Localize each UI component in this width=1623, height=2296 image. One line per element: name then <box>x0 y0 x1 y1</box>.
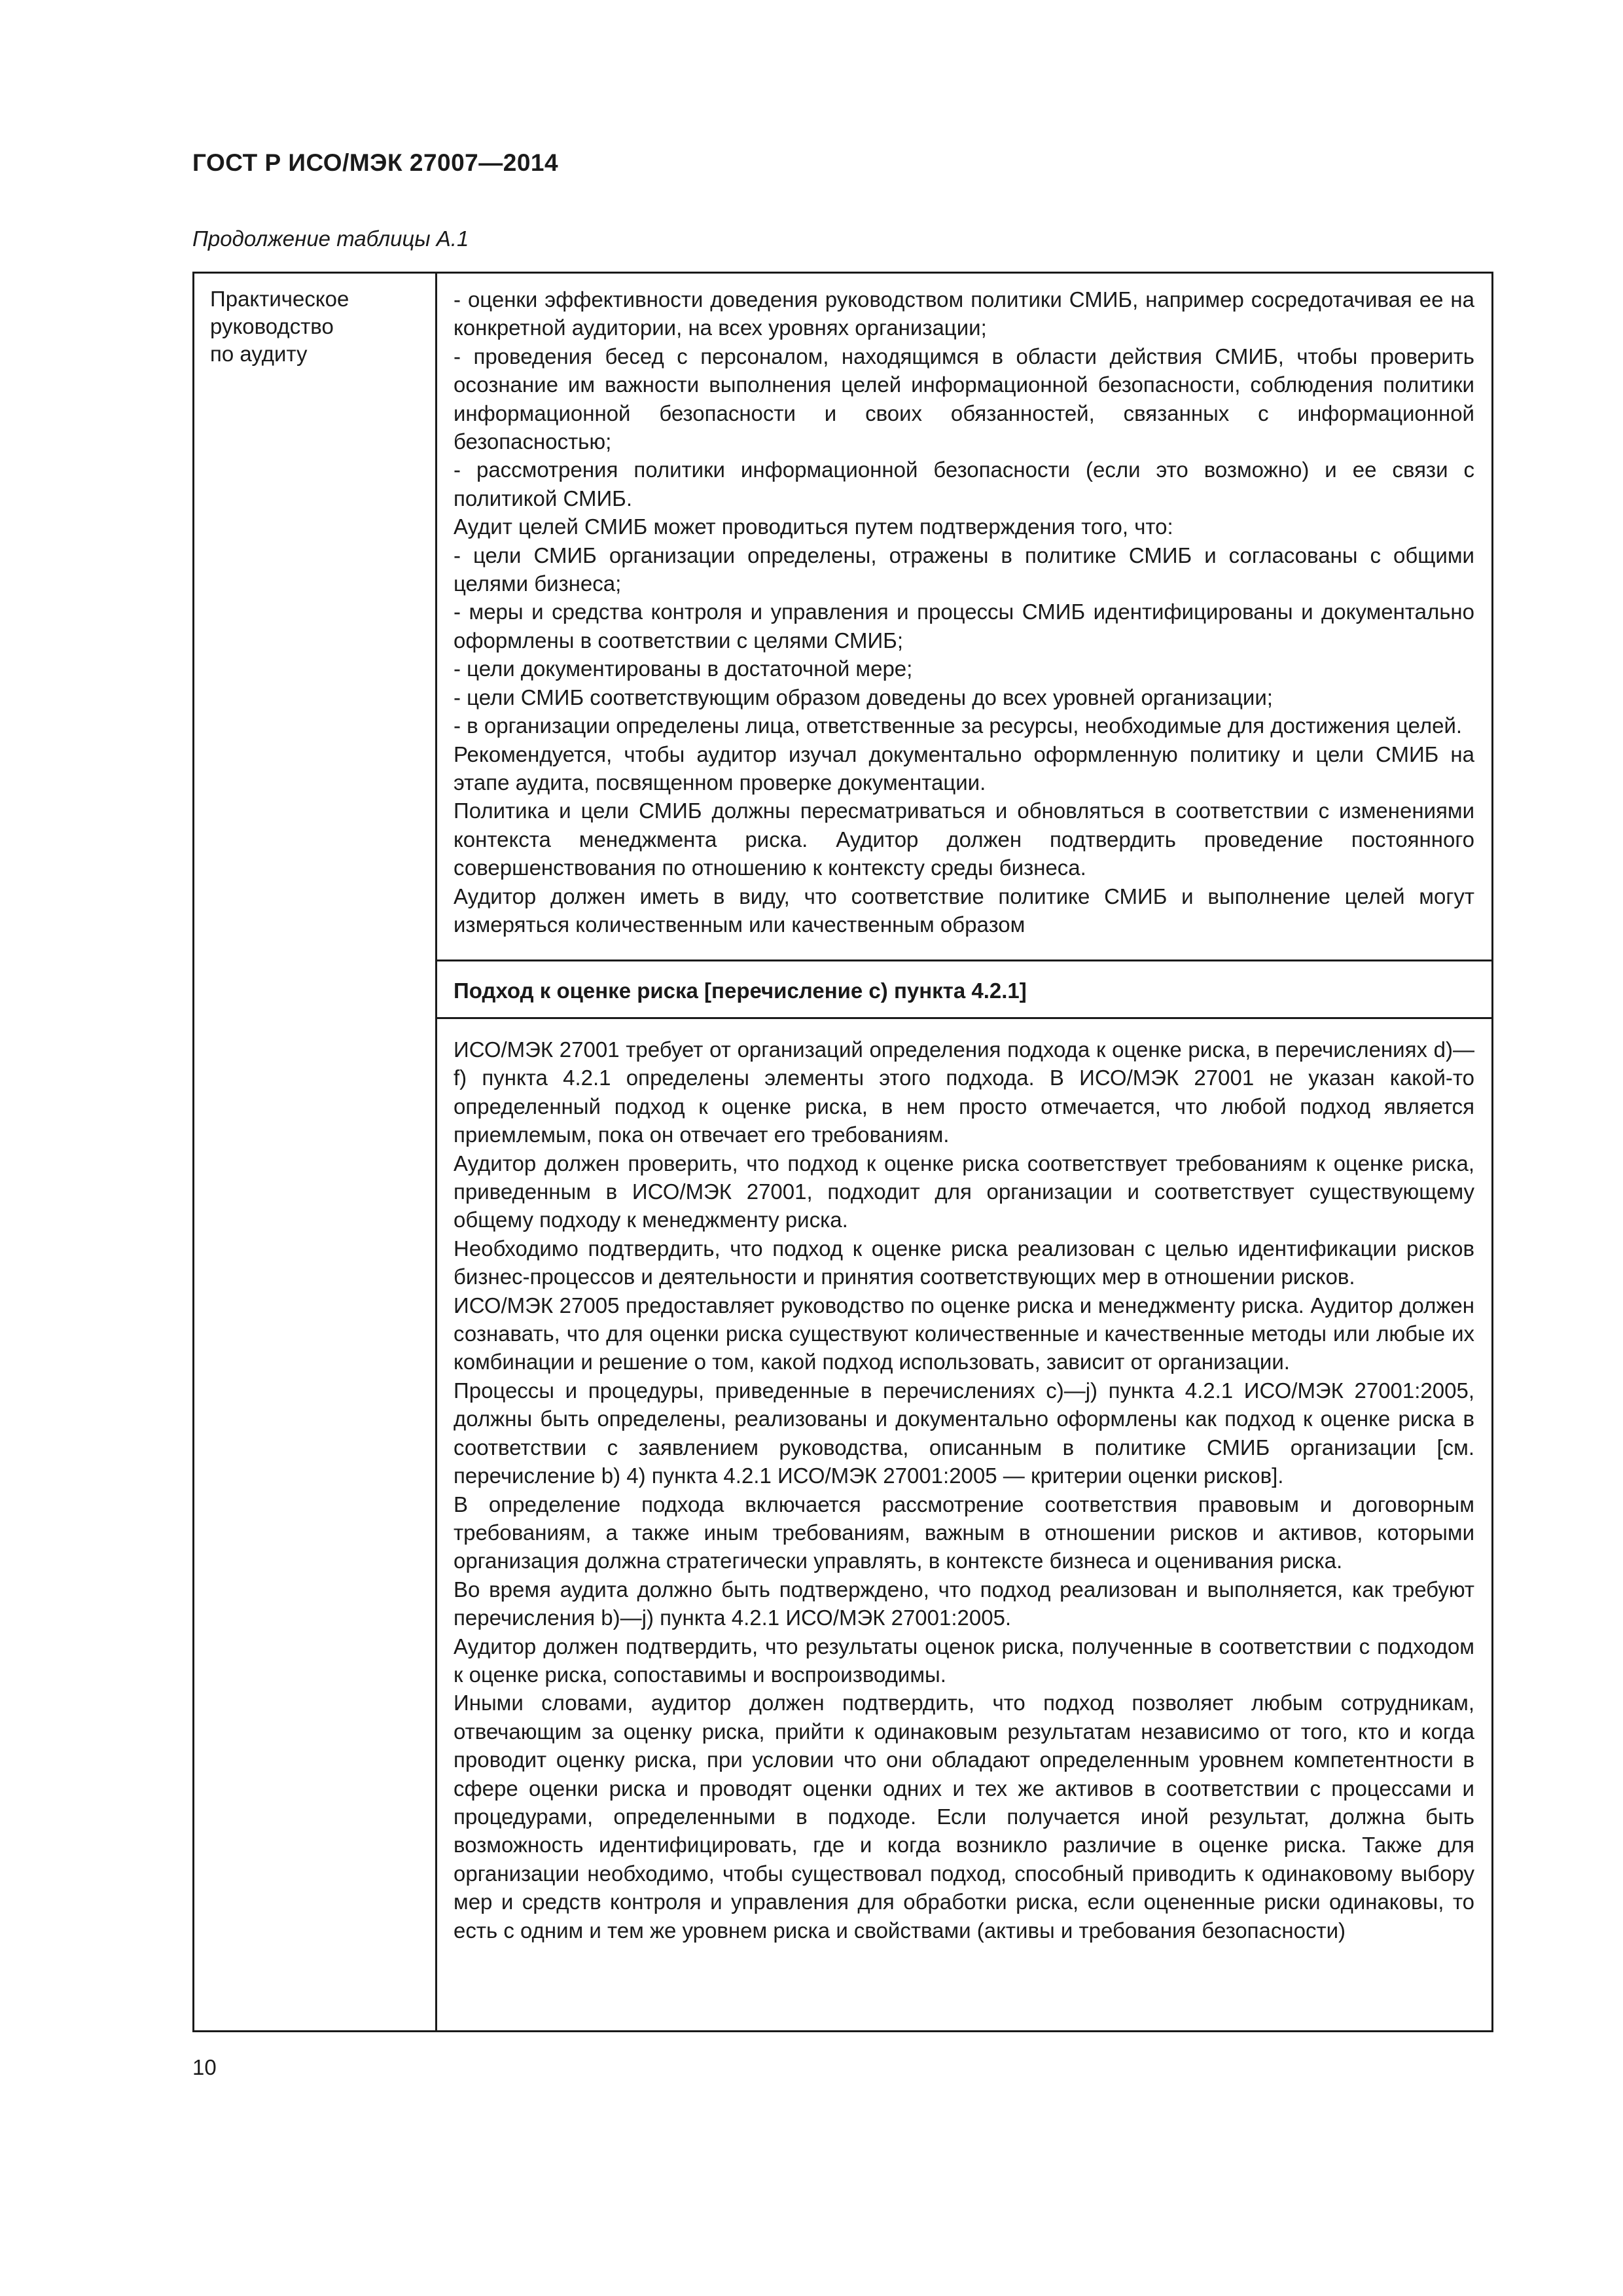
paragraph: Аудит целей СМИБ может проводиться путем подтверждения того, что: <box>454 514 1173 539</box>
paragraph: - цели СМИБ соответствующим образом доведены до всех уровней организации; <box>454 685 1273 709</box>
row-divider-1 <box>435 960 1491 961</box>
paragraph: Во время аудита должно быть подтверждено, что подход реализован и выполняется, как требуют перечисления b)—j) пункта 4.2.1 ИСО/МЭК 27001:2005. <box>454 1577 1474 1630</box>
paragraph: ИСО/МЭК 27005 предоставляет руководство по оценке риска и менеджменту риска. Аудитор должен сознавать, что для оценки риска существуют количественные и качественные методы или любые их комбинации и решение о том, какой подход использовать, зависит от организации. <box>454 1293 1474 1374</box>
page-number: 10 <box>192 2055 217 2079</box>
paragraph: - цели документированы в достаточной мере; <box>454 656 913 681</box>
paragraph: Аудитор должен проверить, что подход к оценке риска соответствует требованиям к оценке риска, приведенным в ИСО/МЭК 27001, подходит для организации и соответствует существующему общему подходу к менеджменту риска. <box>454 1151 1474 1232</box>
column-divider <box>435 274 437 2030</box>
section-heading: Подход к оценке риска [перечисление с) пункта 4.2.1] <box>454 978 1027 1003</box>
row-label-line: по аудиту <box>210 342 308 366</box>
paragraph: Аудитор должен подтвердить, что результаты оценок риска, полученные в соответствии с подходом к оценке риска, сопоставимы и воспроизводимы. <box>454 1634 1474 1687</box>
paragraph: Аудитор должен иметь в виду, что соответствие политике СМИБ и выполнение целей могут измеряться количественным или качественным образом <box>454 884 1474 937</box>
paragraph: Рекомендуется, чтобы аудитор изучал документально оформленную политику и цели СМИБ на этапе аудита, посвященном проверке документации. <box>454 742 1474 795</box>
paragraph: Политика и цели СМИБ должны пересматриваться и обновляться в соответствии с изменениями контекста менеджмента риска. Аудитор должен подтвердить проведение постоянного совершенствования по отношению к контексту среды бизнеса. <box>454 798 1474 880</box>
paragraph: - рассмотрения политики информационной безопасности (если это возможно) и ее связи с политикой СМИБ. <box>454 457 1474 511</box>
paragraph: - меры и средства контроля и управления и процессы СМИБ идентифицированы и документально оформлены в соответствии с целями СМИБ; <box>454 600 1474 653</box>
paragraph: - проведения бесед с персоналом, находящимся в области действия СМИБ, чтобы проверить осознание им важности выполнения целей информационной безопасности, соблюдения политики информационной безопасности и своих обязанностей, связанных с информационной безопасностью; <box>454 344 1474 454</box>
row-label-line: Практическое <box>210 287 349 311</box>
audit-guidance-cell <box>454 285 1474 939</box>
paragraph: - оценки эффективности доведения руководством политики СМИБ, например сосредотачивая ее на конкретной аудитории, на всех уровнях организации; <box>454 287 1474 340</box>
risk-assessment-cell <box>454 1035 1474 1945</box>
paragraph: - цели СМИБ организации определены, отражены в политике СМИБ и согласованы с общими целями бизнеса; <box>454 543 1474 596</box>
paragraph: Необходимо подтвердить, что подход к оценке риска реализован с целью идентификации рисков бизнес-процессов и деятельности и принятия соответствующих мер в отношении рисков. <box>454 1236 1474 1289</box>
paragraph: В определение подхода включается рассмотрение соответствия правовым и договорным требованиям, а также иным требованиям, важным в отношении рисков и активов, которыми организация должна стратегически управлять, в контексте бизнеса и оценивания риска. <box>454 1492 1474 1573</box>
paragraph: - в организации определены лица, ответственные за ресурсы, необходимые для достижения целей. <box>454 713 1463 738</box>
table-caption: Продолжение таблицы А.1 <box>192 226 469 251</box>
row-label-line: руководство <box>210 314 334 338</box>
paragraph: Иными словами, аудитор должен подтвердить, что подход позволяет любым сотрудникам, отвечающим за оценку риска, прийти к одинаковым результатам независимо от того, кто и когда проводит оценку риска, при условии что они обладают определенным уровнем компетентности в сфере оценки риска и проводят оценки одних и тех же активов в соответствии с процессами и процедурами, определенными в подходе. Если получается иной результат, должна быть возможность идентифицировать, где и когда возникло различие в оценке риска. Также для организации необходимо, чтобы существовал подход, способный приводить к одинаковому выбору мер и средств контроля и управления для обработки риска, если оцененные риски одинаковы, то есть с одним и тем же уровнем риска и свойствами (активы и требования безопасности) <box>454 1691 1474 1943</box>
paragraph: ИСО/МЭК 27001 требует от организаций определения подхода к оценке риска, в перечислениях d)—f) пункта 4.2.1 определены элементы этого подхода. В ИСО/МЭК 27001 не указан какой-то определенный подход к оценке риска, в нем просто отмечается, что любой подход является приемлемым, пока он отвечает его требованиям. <box>454 1037 1474 1147</box>
document-header: ГОСТ Р ИСО/МЭК 27007—2014 <box>192 149 559 176</box>
row-label <box>210 285 426 368</box>
table-a1 <box>192 272 1493 2032</box>
paragraph: Процессы и процедуры, приведенные в перечислениях с)—j) пункта 4.2.1 ИСО/МЭК 27001:2005, должны быть определены, реализованы и документально оформлены как подход к оценке риска в соответствии с заявлением руководства, описанным в политике СМИБ организации [см. перечисление b) 4) пункта 4.2.1 ИСО/МЭК 27001:2005 — критерии оценки рисков]. <box>454 1378 1474 1488</box>
row-divider-2 <box>435 1017 1491 1019</box>
